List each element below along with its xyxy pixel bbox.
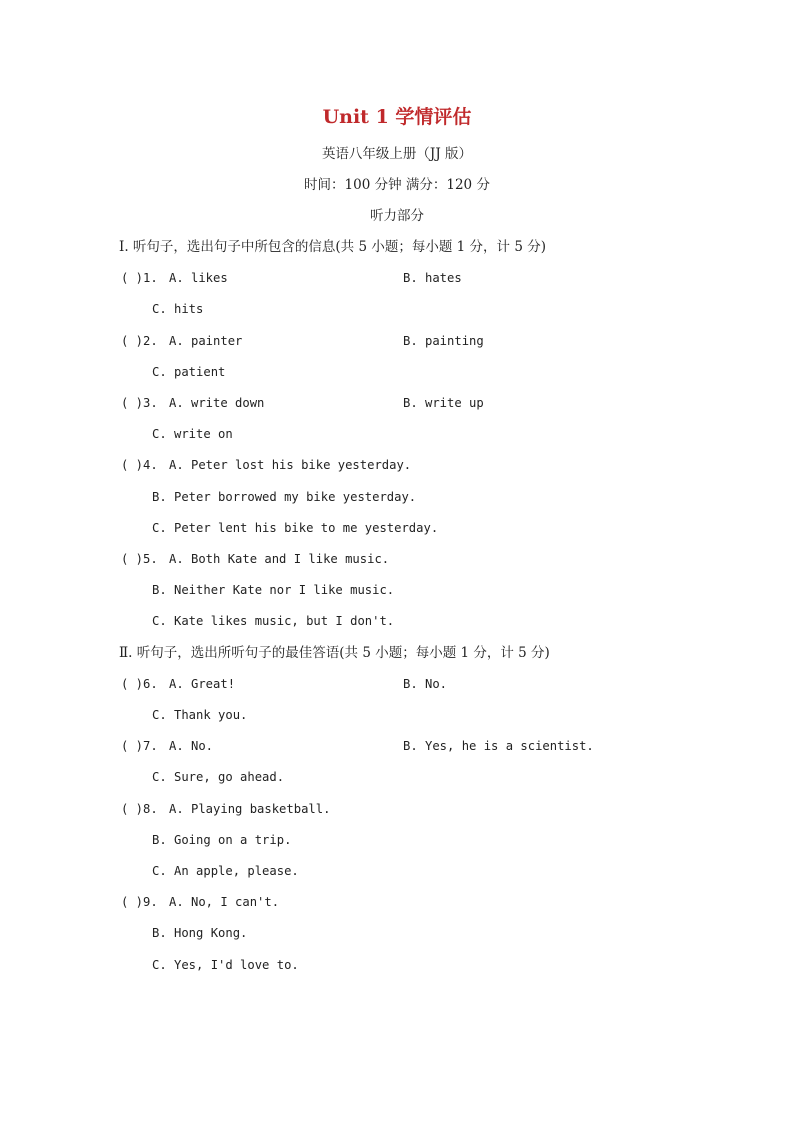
option-b: B. painting [403,334,484,348]
option-b: B. No. [403,677,448,691]
question-4 [121,455,411,475]
option-c: C. Kate likes music, but I don't. [152,614,395,628]
answer-blank[interactable]: ( ) [121,739,144,753]
question-9 [121,892,279,912]
option-c: C. Sure, go ahead. [152,770,285,784]
option-b: B. Going on a trip. [152,833,292,847]
question-7 [121,736,213,756]
question-5 [121,549,389,569]
answer-blank[interactable]: ( ) [121,895,144,909]
answer-blank[interactable]: ( ) [121,334,144,348]
option-c: C. Yes, I'd love to. [152,958,299,972]
answer-blank[interactable]: ( ) [121,677,144,691]
answer-blank[interactable]: ( ) [121,271,144,285]
question-number: 2. [143,334,158,348]
part-heading: 听力部分 [370,208,424,224]
option-a: A. painter [169,334,243,348]
time-and-score: 时间：100 分钟 满分：120 分 [304,177,490,193]
option-a: A. Great! [169,677,236,691]
question-3 [121,393,264,413]
question-number: 6. [143,677,158,691]
question-number: 8. [143,802,158,816]
question-2 [121,331,242,351]
question-number: 7. [143,739,158,753]
option-a: A. Playing basketball. [169,802,331,816]
question-number: 4. [143,458,158,472]
question-number: 3. [143,396,158,410]
answer-blank[interactable]: ( ) [121,552,144,566]
answer-blank[interactable]: ( ) [121,396,144,410]
page-title: Unit 1 学情评估 [322,106,472,128]
option-c: C. write on [152,427,233,441]
question-number: 5. [143,552,158,566]
section-heading-1: Ⅰ. 听句子，选出句子中所包含的信息(共 5 小题；每小题 1 分，计 5 分) [119,239,546,255]
option-b: B. Peter borrowed my bike yesterday. [152,490,417,504]
option-b: B. Neither Kate nor I like music. [152,583,395,597]
option-b: B. write up [403,396,484,410]
option-a: A. Both Kate and I like music. [169,552,390,566]
option-a: A. likes [169,271,228,285]
option-a: A. Peter lost his bike yesterday. [169,458,412,472]
question-8 [121,799,330,819]
answer-blank[interactable]: ( ) [121,802,144,816]
option-c: C. hits [152,302,204,316]
question-1 [121,268,228,288]
option-b: B. Hong Kong. [152,926,248,940]
option-a: A. write down [169,396,265,410]
page-subtitle: 英语八年级上册（JJ 版） [321,146,473,162]
option-a: A. No, I can't. [169,895,280,909]
section-heading-2: Ⅱ. 听句子，选出所听句子的最佳答语(共 5 小题；每小题 1 分，计 5 分) [119,645,550,661]
option-b: B. Yes, he is a scientist. [403,739,594,753]
answer-blank[interactable]: ( ) [121,458,144,472]
option-b: B. hates [403,271,462,285]
option-c: C. Peter lent his bike to me yesterday. [152,521,439,535]
question-number: 9. [143,895,158,909]
question-number: 1. [143,271,158,285]
question-6 [121,674,235,694]
option-a: A. No. [169,739,214,753]
option-c: C. An apple, please. [152,864,299,878]
option-c: C. patient [152,365,226,379]
option-c: C. Thank you. [152,708,248,722]
